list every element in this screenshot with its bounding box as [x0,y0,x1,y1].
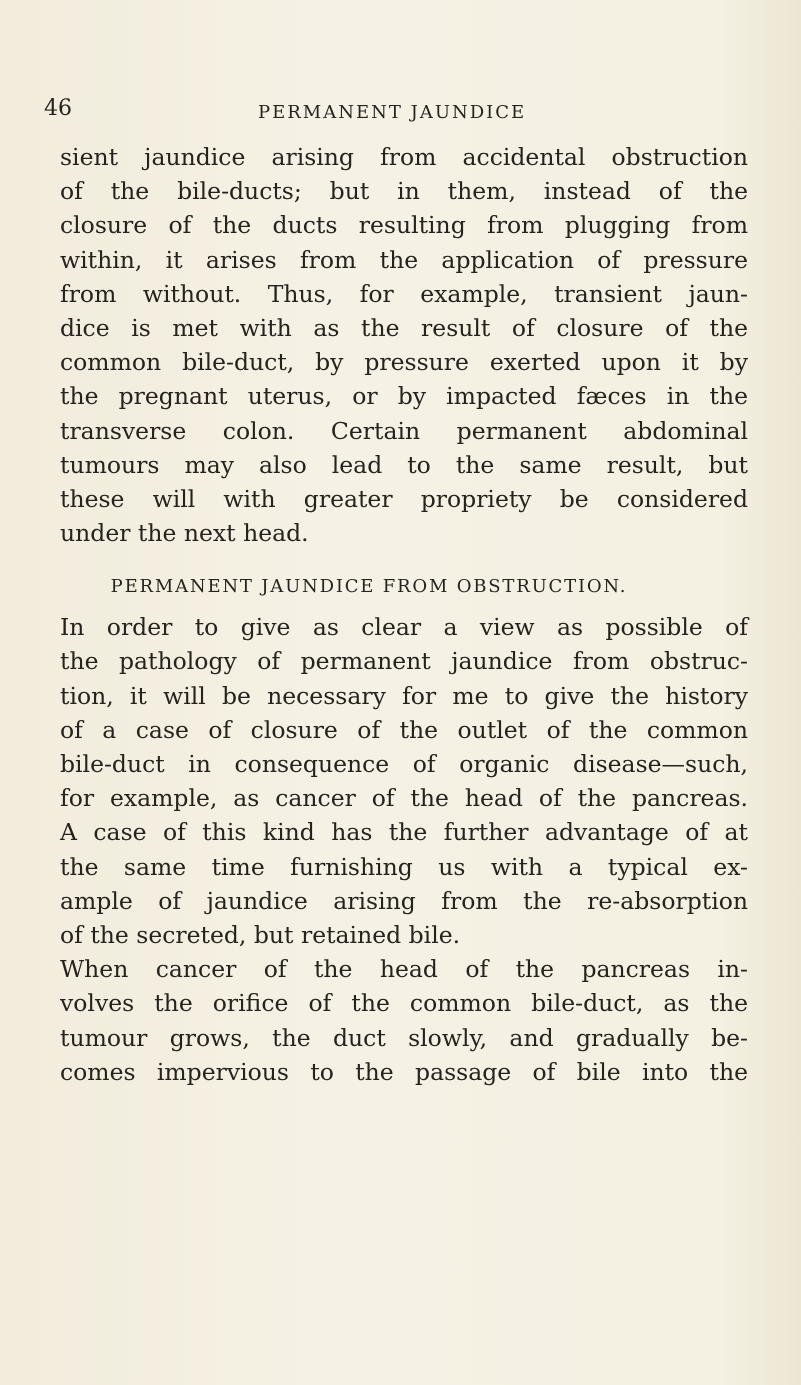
text-line: ample of jaundice arising from the re-absorption [60,886,748,915]
paragraph-3 [60,952,748,1089]
text-line: of the bile-ducts; but in them, instead of the [60,177,748,206]
text-line: the same time furnishing us with a typical ex- [60,852,748,881]
text-line: tion, it will be necessary for me to give the history [60,681,748,710]
text-line: under the next head. [60,519,309,548]
paragraph-1 [60,140,748,550]
text-line: from without. Thus, for example, transient jaun- [60,279,748,308]
running-head: PERMANENT JAUNDICE [258,102,527,123]
text-line: for example, as cancer of the head of the pancreas. [60,784,748,813]
text-line: A case of this kind has the further advantage of at [60,818,748,847]
text-line: of a case of closure of the outlet of the common [60,715,748,744]
text-line: volves the orifice of the common bile-duct, as the [60,989,748,1018]
paragraph-2 [60,610,748,952]
text-line: within, it arises from the application of pressure [60,245,748,274]
text-line: When cancer of the head of the pancreas in- [60,955,748,984]
text-line: dice is met with as the result of closure of the [60,313,748,342]
text-line: of the secreted, but retained bile. [60,920,461,949]
text-line: transverse colon. Certain permanent abdominal [60,416,748,445]
text-line: common bile-duct, by pressure exerted upon it by [60,348,748,377]
text-line: closure of the ducts resulting from plugging from [60,211,748,240]
text-line: the pregnant uterus, or by impacted fæces in the [60,382,748,411]
text-line: bile-duct in consequence of organic disease—such, [60,750,748,778]
text-line: sient jaundice arising from accidental obstruction [60,143,748,171]
text-line: these will with greater propriety be considered [60,484,748,513]
section-heading: PERMANENT JAUNDICE FROM OBSTRUCTION. [110,576,628,598]
text-line: In order to give as clear a view as possible of [60,613,748,642]
text-line: tumour grows, the duct slowly, and gradually be- [60,1023,748,1052]
page-body [60,140,748,1089]
text-line: tumours may also lead to the same result, but [60,450,748,479]
text-line: comes impervious to the passage of bile into the [60,1057,748,1086]
text-line: the pathology of permanent jaundice from obstruc- [60,647,748,676]
page-number: 46 [44,96,72,121]
